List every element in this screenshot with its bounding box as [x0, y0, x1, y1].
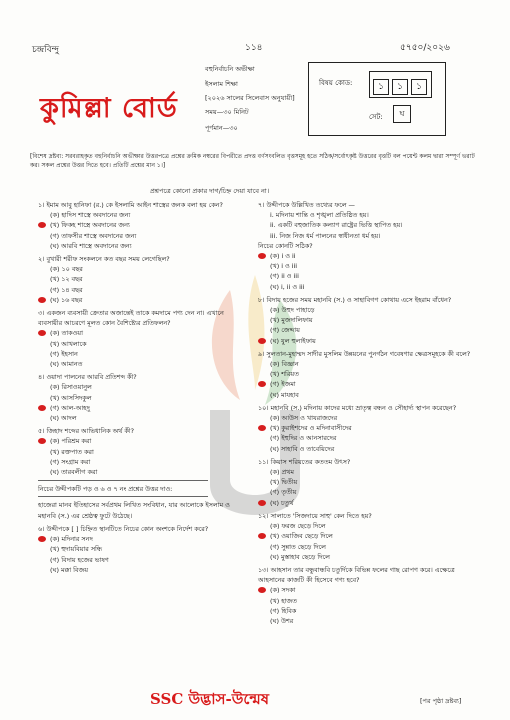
question-block — [258, 349, 483, 400]
question-block — [258, 457, 483, 508]
answer-mark — [258, 425, 266, 431]
set-value: ঘ — [393, 105, 411, 123]
answer-option: (খ) আখলাকে — [50, 339, 87, 348]
answer-option: (গ) বিদায় হজের ভাষণ — [50, 555, 109, 564]
separator-line — [38, 480, 208, 481]
answer-option: (গ) হিবিক — [270, 606, 297, 615]
answer-option: (ক) i ও ii — [258, 251, 483, 261]
answer-option: (ঘ) আদল — [50, 414, 77, 423]
answer-mark — [38, 536, 46, 542]
answer-mark — [258, 253, 266, 259]
passage-text: হাজেরা মানব ইতিহাসের সর্বপ্রথম লিখিত সংবিধান, যার আলোকে ইসলাম ও মহানবি (স.) এর শ্রেষ্ঠত্ব ফুটে উঠেছে। — [38, 501, 230, 520]
question-text: ৬। উদ্দীপকে [ ] চিহ্নিত স্থানটিতে নিচের কোন অংশকে নির্দেশ করে? — [38, 524, 209, 533]
question-text: ২। বুখারী শরীফ সংকলনে কত বছর সময় লেগেছিল? — [38, 255, 170, 264]
answer-option: (গ) ১৪ বছর — [50, 285, 83, 294]
answer-option: (ক) ১০ বছর — [50, 265, 83, 274]
question-statement: iii. নিজ নিজ ধর্ম পালনের স্বাধীনতা ধর্ম হয়। — [270, 231, 381, 240]
answer-option: (ঘ) চতুর্থ — [258, 498, 483, 508]
answer-option: (গ) ইজমা — [258, 379, 483, 389]
question-text: ৯। সুলতান-মুহাম্মদ সাদীর মুসলিম উন্নয়নের পুনর্গঠন গবেষণার ক্ষেত্রসমূহকে কী বলে? — [258, 349, 471, 358]
question-text: ৭। উদ্দীপকে উল্লিখিত তথ্যের ফলে — — [258, 201, 355, 209]
header-right: ৫৭৫০/২০২৬ — [400, 43, 450, 53]
answer-option: (ঘ) যুল হুলাইফায় — [258, 336, 483, 346]
header-page-number: ১১৪ — [245, 43, 263, 53]
question-block — [258, 511, 483, 562]
answer-option: (গ) তাফসীর শাস্ত্রে অবদানের জন্য — [50, 231, 137, 240]
answer-mark — [258, 381, 266, 387]
answer-option: (ক) মদিনার সনদ — [38, 534, 243, 544]
question-block — [258, 295, 483, 346]
answer-option: (ঘ) i, ii ও iii — [270, 282, 305, 291]
exam-marks: পূর্ণমান—৩০ — [205, 124, 238, 132]
warning-text: প্রশ্নপত্রে কোনো প্রকার দাগ/চিহ্ন দেয়া যাবে না। — [150, 187, 270, 195]
answer-option: (ক) ফরজ ছেড়ে দিলে — [270, 522, 326, 531]
question-text: ১২। সালাতে 'সিজদায়ে সাহু' কেন দিতে হয়? — [258, 511, 372, 520]
answer-option: (ক) উহুদ পাহাড়ে — [270, 306, 315, 315]
answer-option: (খ) দ্বিতীয় — [270, 478, 298, 487]
answer-option: (খ) ওয়াজিব ছেড়ে দিলে — [258, 531, 483, 541]
separator-line — [38, 496, 208, 497]
footer-next-page: [পর পৃষ্ঠা দ্রষ্টব্য] — [420, 697, 462, 705]
answer-option: (ক) বিজ্ঞান — [270, 360, 299, 369]
answer-option: (খ) ১২ বছর — [50, 275, 83, 284]
question-block — [38, 308, 243, 369]
answer-mark — [258, 500, 266, 506]
question-lead: নিচের কোনটি সঠিক? — [258, 241, 313, 250]
set-label: সেট: — [369, 113, 383, 121]
answer-option: (ঘ) সাহাবি ও তাবেয়িদের — [270, 444, 335, 453]
exam-meta — [205, 64, 295, 133]
right-column — [258, 200, 483, 629]
question-text: ১১। কিয়াস শরিয়তের কততম উৎস? — [258, 457, 351, 466]
answer-option: (ক) পরিশ্রম করা — [38, 436, 243, 446]
exam-subject: ইসলাম শিক্ষা — [205, 80, 238, 88]
answer-mark — [38, 405, 46, 411]
answer-option: (ঘ) মক্কা বিজয় — [50, 565, 88, 574]
answer-mark — [38, 297, 46, 303]
answer-option: (গ) ইহসান — [50, 349, 78, 358]
answer-option: (ঘ) ১৬ বছর — [38, 295, 243, 305]
code-digit: ১ — [392, 79, 408, 95]
left-column — [38, 200, 243, 578]
answer-option: (খ) ফিকহ শাস্ত্রে অবদানের জন্য — [38, 220, 243, 230]
answer-option: (ক) রিসাওয়ানুল — [50, 383, 92, 392]
answer-option: (ঘ) উশর — [270, 616, 294, 625]
question-text: ১৩। আহসান তার বন্ধুবান্ধবি চতুর্দিকে বিভিন্ন ফলের গাছ রোপণ করে। এক্ষেত্রে আহসানের কাজটি কী হিসেবে গণ্য হবে? — [258, 565, 455, 585]
answer-mark — [38, 438, 46, 444]
answer-option: (গ) সুন্নাত ছেড়ে দিলে — [270, 542, 326, 551]
header-left: চন্দ্রবিন্দু — [32, 45, 59, 55]
question-statement: i. মদিনায় শান্তি ও শৃঙ্খলা প্রতিষ্ঠিত হয়। — [270, 211, 369, 220]
answer-option: (গ) আল-আহদু — [38, 403, 243, 413]
answer-option: (ঘ) আরবি শাস্ত্রে অবদানের জন্য — [50, 241, 132, 250]
answer-option: (ক) সদকা — [258, 585, 483, 595]
answer-option: (খ) কুরাইশদের ও মদিনাবাসীদের — [258, 423, 483, 433]
code-box — [308, 62, 446, 136]
answer-option: (গ) ii ও iii — [270, 272, 299, 281]
answer-option: (ক) আউস ও খাযরাজদের — [270, 414, 338, 423]
answer-mark — [258, 533, 266, 539]
code-digit: ১ — [373, 79, 389, 95]
exam-time: সময়—৩০ মিনিট — [205, 108, 249, 116]
question-block — [38, 200, 243, 251]
question-block — [258, 200, 483, 292]
question-text: ১। ইমাম আবু হানিফা (র.) কে ইসলামি আইন শাস্ত্রের জনক বলা হয় কেন? — [38, 201, 223, 209]
passage-intro: নিচের উদ্দীপকটি পড় ও ৬ ও ৭ নং প্রশ্নের উত্তর দাও: — [38, 485, 173, 494]
answer-option: (গ) ইহুদির ও আনসারদের — [270, 434, 337, 443]
question-block — [38, 524, 243, 575]
code-digit: ১ — [411, 79, 427, 95]
answer-option: (ঘ) মাযহাব — [270, 390, 299, 399]
question-statement: ii. একটি বহুজাতিক কল্যাণ রাষ্ট্রের ভিত্তি স্থাপিত হয়। — [270, 221, 403, 230]
question-text: ১০। মহানবি (স.) মদিনায় কাদের মধ্যে ভ্রাতৃত্ব বন্ধন ও সৌহার্দ্য স্থাপন করেছেন? — [258, 403, 457, 412]
answer-option: (খ) হুদায়বিয়ার সন্ধি — [50, 545, 102, 554]
exam-syllabus: [২০২৬ সালের সিলেবাস অনুযায়ী] — [205, 94, 295, 102]
answer-option: (ক) হাদিস শাস্ত্রে অবদানের জন্য — [50, 211, 131, 220]
answer-option: (গ) সংগ্রাম করা — [50, 457, 91, 466]
exam-type: বহুনির্বাচনি অভীক্ষা — [205, 65, 255, 73]
answer-mark — [258, 338, 266, 344]
answer-option: (খ) রক্তপাত করা — [50, 447, 94, 456]
answer-option: (ক) তাকওয়া — [38, 328, 243, 338]
question-block — [38, 372, 243, 423]
footer-brand: SSC উদ্ভাস-উন্মেষ — [150, 690, 270, 708]
answer-mark — [38, 222, 46, 228]
answer-option: (গ) তৃতীয় — [270, 488, 297, 497]
question-block — [38, 426, 243, 477]
answer-option: (খ) মুজদালিফায় — [270, 316, 313, 325]
answer-option: (খ) শরিয়ত — [270, 370, 299, 379]
board-title: কুমিল্লা বোর্ড — [40, 93, 178, 124]
answer-option: (ঘ) তারবলীগ করা — [50, 468, 98, 477]
code-label: বিষয় কোড: — [319, 79, 353, 87]
answer-option: (ঘ) আমানত — [50, 360, 83, 369]
instruction-text: [বিশেষ দ্রষ্টব্য: সরবরাহকৃত বহুনির্বাচনি অভীক্ষার উত্তরপত্রে প্রশ্নের ক্রমিক নম্বরের বিপরীতে প্রদত্ত বর্ণসংবলিত বৃত্তসমূহ হতে সঠিক/সর্বোৎকৃষ্ট উত্তরের বৃত্তটি বল পয়েন্ট কলম দ্বারা সম্পূর্ণ ভরাট কর। সকল প্রশ্নের উত্তর দিতে হবে। প্রতিটি প্রশ্নের মান ১।] — [30, 153, 475, 169]
answer-option: (খ) আসসিদকুল — [50, 393, 92, 402]
answer-option: (গ) জেদ্দায় — [270, 326, 300, 335]
answer-option: (ক) প্রথম — [270, 468, 294, 477]
answer-mark — [258, 587, 266, 593]
code-digits — [369, 71, 432, 98]
answer-option: (খ) হাজত — [270, 596, 297, 605]
question-block — [258, 565, 483, 626]
question-text: ৩। একজন ব্যবসায়ী ক্রেতার অজান্তেই তাকে কমদামে পণ্য দেন না। এখানে ব্যবসায়ীর আচরণে মূলত কোন বৈশিষ্ট্যের প্রতিফলন? — [38, 309, 224, 328]
question-text: ৮। বিদায় হজের সময় মহানবি (স.) ও সাহাবিগণ কোথায় এসে ইহরাম বাঁধেন? — [258, 295, 452, 304]
answer-option: (খ) i ও iii — [270, 262, 298, 271]
question-block — [38, 254, 243, 305]
question-text: ৪। ওয়াদা পালনের আরবি প্রতিশব্দ কী? — [38, 373, 137, 382]
answer-option: (ঘ) মুস্তাহাব ছেড়ে দিলে — [270, 552, 330, 561]
question-block — [258, 403, 483, 454]
question-text: ৫। জিহাদ শব্দের আভিধানিক অর্থ কী? — [38, 427, 135, 436]
answer-mark — [38, 330, 46, 336]
